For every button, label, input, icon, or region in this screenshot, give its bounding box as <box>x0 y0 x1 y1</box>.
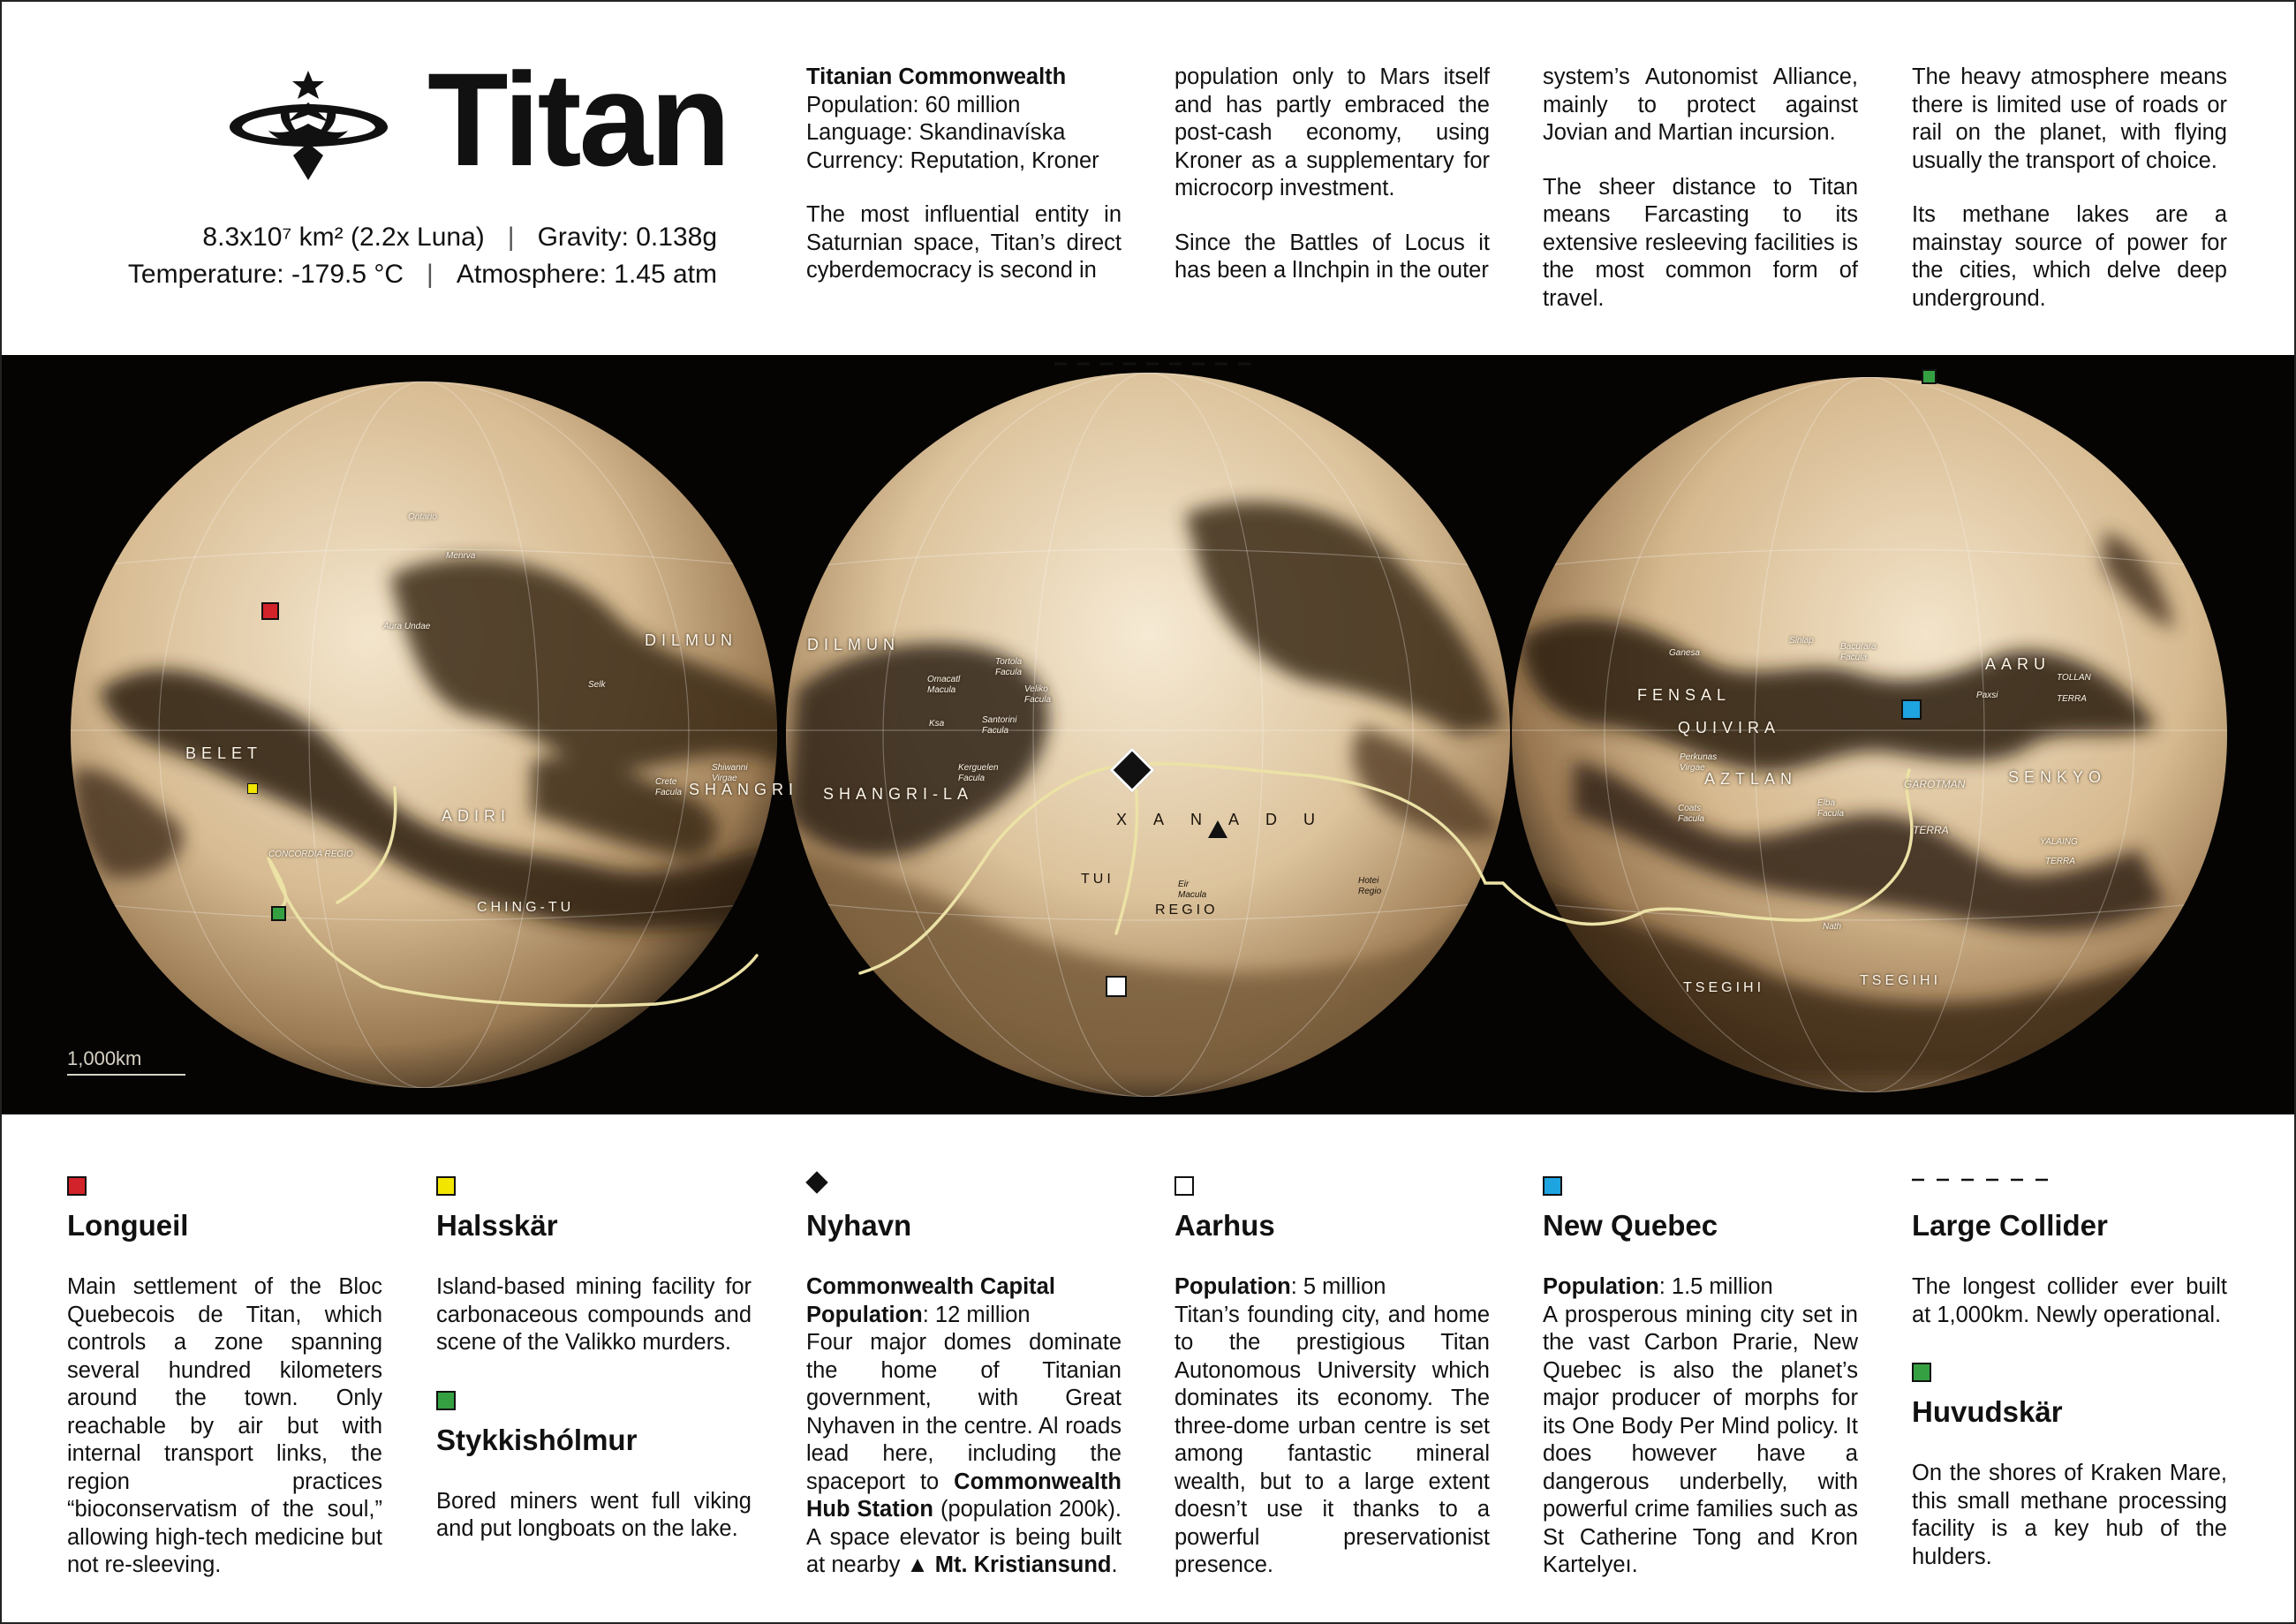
white-square-icon <box>1174 1176 1194 1196</box>
legend-desc: Population: 5 million Titan’s founding city, and home to the prestigious Titan Autonomous University which dominates its economy. The three-dome urban centre is set among fantastic mineral wealth, but to a large extent doesn’t use it thanks to a powerful preservationist presence. <box>1174 1274 1490 1577</box>
info-body-3a: system’s Autonomist Alliance, mainly to protect against Jovian and Martian incursion. <box>1543 64 1858 145</box>
stats-line-2 <box>128 256 717 293</box>
info-population: Population: 60 million <box>806 92 1021 117</box>
label-veliko: Veliko Facula <box>1024 684 1052 705</box>
diamond-icon <box>805 1171 827 1193</box>
scale-bar <box>67 1047 185 1076</box>
blue-square-icon <box>1543 1176 1562 1196</box>
label-tollan: TOLLAN <box>2057 673 2091 683</box>
stat-area: 8.3x10⁷ km² (2.2x Luna) <box>202 223 485 252</box>
globe-middle <box>779 373 1512 1097</box>
commonwealth-logo-icon <box>223 69 395 188</box>
legend-symbol <box>67 1175 382 1196</box>
stat-atmosphere: Atmosphere: 1.45 atm <box>456 260 717 289</box>
info-body-3b: The sheer distance to Titan means Farcasting to its extensive resleeving facilities is the most common form of travel. <box>1543 174 1858 311</box>
legend-desc: Main settlement of the Bloc Quebecois de Titan, which controls a zone spanning several hundred kilometers around the town. Only reachable by air but with internal transport links, the region practices “bioconservatism of the soul,” allowing high-tech medicine but not re-sleeving. <box>67 1274 382 1577</box>
legend-symbol <box>1543 1175 1858 1196</box>
legend-name: Huvudskär <box>1912 1395 2063 1428</box>
label-hotei: Hotei Regio <box>1358 876 1382 896</box>
label-yalaing: YALAING <box>2040 837 2078 847</box>
green-square-icon <box>1912 1363 1931 1382</box>
label-kerguelen: Kerguelen Facula <box>958 763 999 783</box>
legend-new-quebec <box>1543 1175 1858 1580</box>
globes-svg <box>2 355 2294 1114</box>
label-nath: Nath <box>1823 922 1842 932</box>
legend-desc: Island-based mining facility for carbonaceous compounds and scene of the Valikko murders. <box>436 1274 751 1355</box>
label-quivira: QUIVIRA <box>1678 719 1781 736</box>
label-aaru: AARU <box>1985 655 2051 673</box>
label-selk: Selk <box>588 680 606 690</box>
triangle-icon: ▲ <box>906 1552 929 1577</box>
titan-map <box>2 355 2294 1114</box>
label-xanadu: XANADU <box>1116 811 1342 828</box>
legend-name: Large Collider <box>1912 1209 2108 1242</box>
green-square-icon <box>436 1391 456 1410</box>
legend-halsskar <box>436 1175 751 1544</box>
label-dilmun-mid: DILMUN <box>807 636 901 653</box>
label-concordia: CONCORDIA REGIO <box>268 850 353 859</box>
label-terra-3: TERRA <box>2045 857 2075 866</box>
label-elba: Elba Facula <box>1817 798 1845 819</box>
stats-line-1 <box>128 219 717 256</box>
label-omacatl: Omacatl Macula <box>927 675 961 695</box>
info-column-4 <box>1912 64 2227 339</box>
legend-name: New Quebec <box>1543 1209 1718 1242</box>
info-column-2 <box>1174 64 1490 312</box>
dashed-line-icon <box>1912 1175 2062 1196</box>
info-column-1 <box>806 64 1122 312</box>
label-paxsi: Paxsi <box>1976 691 1998 700</box>
label-garotman: GAROTMAN <box>1904 778 1966 790</box>
label-santorini: Santorini Facula <box>982 715 1017 736</box>
planet-stats <box>128 219 717 293</box>
label-terra-2: TERRA <box>2057 694 2087 704</box>
legend-name: Halsskär <box>436 1209 558 1242</box>
legend-desc: The longest collider ever built at 1,000km. Newly operational. <box>1912 1274 2227 1327</box>
globe-left <box>55 381 797 1088</box>
info-body-2a: population only to Mars itself and has partly embraced the post-cash economy, using Kroner as a supplementary for microcorp investment. <box>1174 64 1490 200</box>
legend-subtitle: Commonwealth Capital <box>806 1274 1055 1299</box>
label-tsegihi-1: TSEGIHI <box>1683 980 1765 995</box>
marker-new-quebec[interactable] <box>1901 699 1922 720</box>
label-bacurara: Bacurara Facula <box>1840 642 1877 662</box>
legend-desc: Bored miners went full viking and put longboats on the lake. <box>436 1488 751 1541</box>
label-aztlan: AZTLAN <box>1704 770 1798 788</box>
stat-temperature: Temperature: -179.5 °C <box>127 260 404 289</box>
legend-desc: Commonwealth Capital Population: 12 million Four major domes dominate the home of Titanian government, with Great Nyhaven in the centre. Al roads lead here, including the spaceport to Commonwealth Hub Station (population 200k). A space elevator is being built at nearby ▲ Mt. Kristiansund. <box>806 1274 1122 1577</box>
label-shangri-la: SHANGRI-LA <box>823 785 974 803</box>
label-eir: Eir Macula <box>1178 880 1207 900</box>
legend-symbol <box>1174 1175 1490 1196</box>
marker-mt-kristiansund[interactable] <box>1208 820 1227 838</box>
yellow-square-icon <box>436 1176 456 1196</box>
scale-label: 1,000km <box>67 1047 142 1069</box>
label-tortola: Tortola Facula <box>995 657 1023 677</box>
label-ontario: Ontario <box>408 512 437 522</box>
label-menrva: Menrva <box>446 551 476 561</box>
legend-large-collider <box>1912 1175 2227 1571</box>
label-ksa: Ksa <box>929 719 945 729</box>
page-title: Titan <box>427 45 729 193</box>
marker-longueil[interactable] <box>261 602 279 620</box>
label-aura: Aura Undae <box>383 622 431 631</box>
label-adiri: ADIRI <box>442 807 511 825</box>
legend-huvudskar <box>1912 1361 2227 1571</box>
label-sinlap: Sinlap <box>1789 636 1814 646</box>
red-square-icon <box>67 1176 87 1196</box>
info-currency: Currency: Reputation, Kroner <box>806 147 1099 173</box>
info-body-4b: Its methane lakes are a mainstay source of power for the cities, which delve deep underground. <box>1912 202 2227 311</box>
label-tsegihi-2: TSEGIHI <box>1860 973 1942 988</box>
legend-name: Longueil <box>67 1209 189 1242</box>
marker-halsskar[interactable] <box>247 783 258 794</box>
marker-stykkisholmur[interactable] <box>271 906 286 921</box>
marker-huvudskar[interactable] <box>1922 369 1937 384</box>
legend-name: Aarhus <box>1174 1209 1275 1242</box>
stat-gravity: Gravity: 0.138g <box>537 223 717 252</box>
legend-desc: On the shores of Kraken Mare, this small methane processing facility is a key hub of the hulders. <box>1912 1461 2227 1569</box>
label-regio: REGIO <box>1155 903 1219 918</box>
label-crete: Crete Facula <box>655 777 683 797</box>
info-heading: Titanian Commonwealth <box>806 64 1067 89</box>
legend-aarhus <box>1174 1175 1490 1580</box>
label-shiwanni: Shiwanni Virgae <box>712 763 748 783</box>
label-fensal: FENSAL <box>1637 686 1732 704</box>
stat-separator: | <box>427 260 434 289</box>
label-belet: BELET <box>185 744 263 762</box>
stat-separator: | <box>507 223 515 252</box>
marker-aarhus[interactable] <box>1106 976 1127 997</box>
info-body-1: The most influential entity in Saturnian space, Titan’s direct cyberdemocracy is second in <box>806 202 1122 283</box>
label-tui: TUI <box>1081 872 1114 887</box>
legend-symbol <box>436 1175 751 1196</box>
info-language: Language: Skandinavíska <box>806 120 1066 145</box>
label-terra: TERRA <box>1913 824 1949 836</box>
legend-nyhavn <box>806 1175 1122 1580</box>
label-dilmun-left: DILMUN <box>645 631 738 649</box>
label-coats: Coats Facula <box>1678 804 1705 824</box>
legend-symbol <box>1912 1361 2227 1382</box>
label-ganesa: Ganesa <box>1669 648 1701 658</box>
info-column-3 <box>1543 64 1858 339</box>
scale-line <box>67 1074 185 1076</box>
label-senkyo: SENKYO <box>2008 768 2107 786</box>
label-shangri-left: SHANGRI <box>689 781 799 798</box>
info-body-2b: Since the Battles of Locus it has been a lInchpin in the outer <box>1174 230 1490 283</box>
legend-symbol <box>1912 1175 2227 1196</box>
legend-longueil <box>67 1175 382 1580</box>
legend-name: Nyhavn <box>806 1209 912 1242</box>
legend-symbol <box>806 1175 1122 1196</box>
label-perkunas: Perkunas Virgae <box>1680 752 1718 773</box>
legend-stykkisholmur <box>436 1389 751 1544</box>
legend-name: Stykkishólmur <box>436 1423 638 1456</box>
info-body-4a: The heavy atmosphere means there is limited use of roads or rail on the planet, with flying usually the transport of choice. <box>1912 64 2227 173</box>
legend-desc: Population: 1.5 million A prosperous mining city set in the vast Carbon Prarie, New Quebec is also the planet’s major producer of morphs for its One Body Per Mind policy. It does however have a dangerous underbelly, with powerful crime families such as St Catherine Tong and Kron Kartelyeı. <box>1543 1274 1858 1577</box>
legend-symbol <box>436 1389 751 1410</box>
label-ching-tu: CHING-TU <box>477 900 575 915</box>
